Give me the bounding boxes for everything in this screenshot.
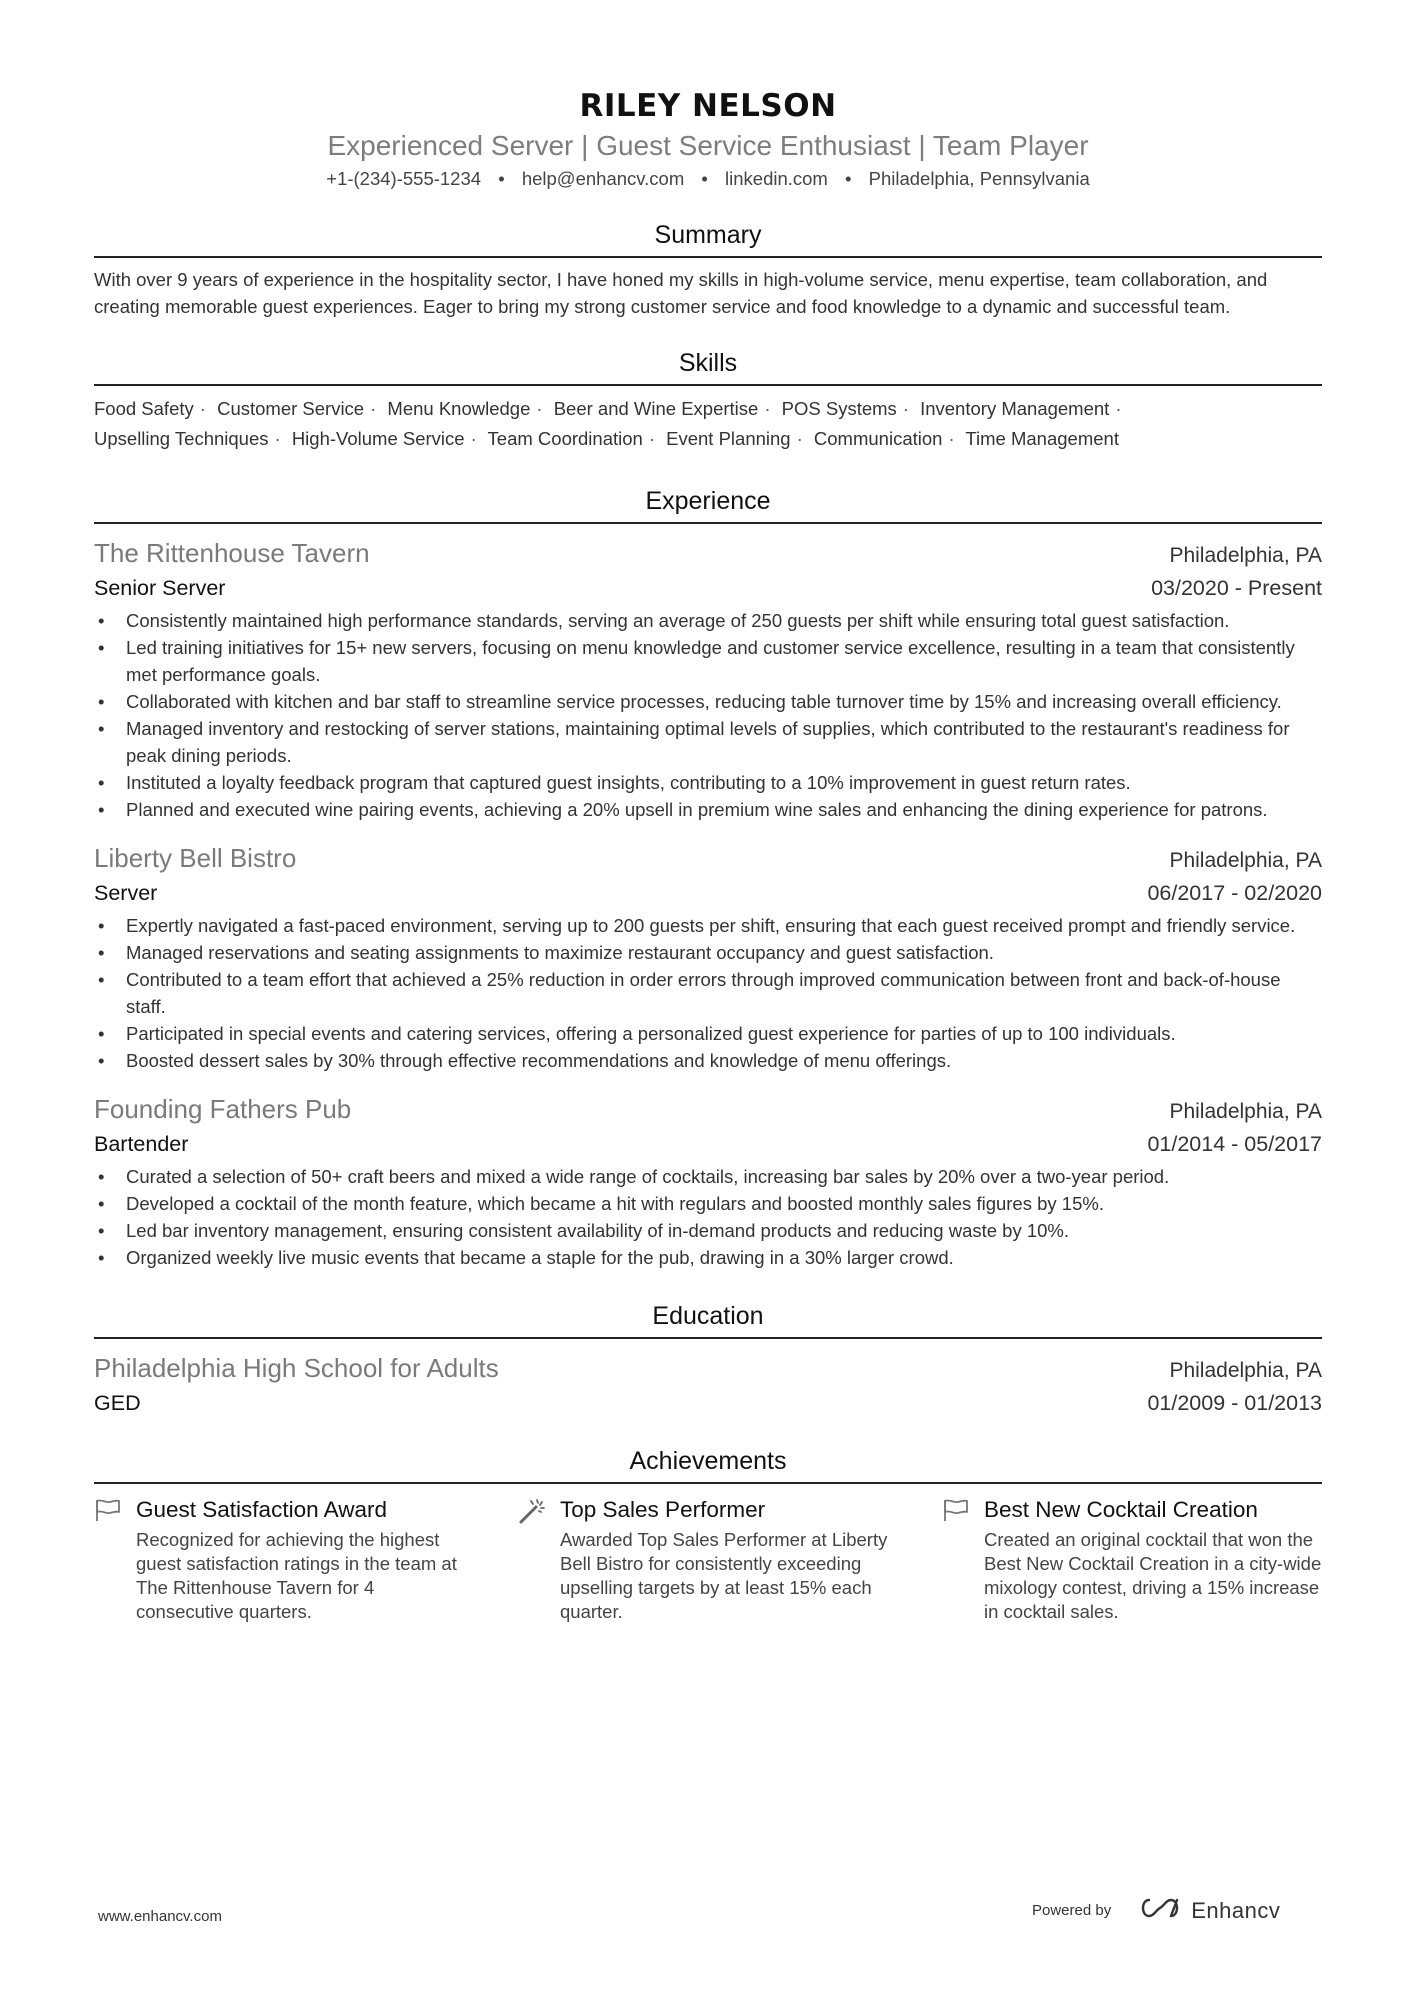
bullet-text: Curated a selection of 50+ craft beers and mixed a wide range of cocktails, increasing bar sales by 20% over a two-year period. bbox=[126, 1166, 1170, 1187]
job-dates: 06/2017 - 02/2020 bbox=[1147, 881, 1322, 905]
list-item bbox=[94, 1217, 1322, 1244]
skill-separator: · bbox=[796, 428, 803, 449]
linkedin-link[interactable]: linkedin.com bbox=[725, 168, 828, 189]
bullet-text: Led bar inventory management, ensuring consistent availability of in-demand products and reducing waste by 10%. bbox=[126, 1220, 1070, 1241]
contact-separator: • bbox=[701, 168, 708, 189]
achievements-section bbox=[94, 1444, 1322, 1624]
skill-separator: · bbox=[902, 398, 909, 419]
job-title: Senior Server bbox=[94, 576, 226, 600]
footer-website[interactable]: www.enhancv.com bbox=[98, 1908, 222, 1925]
bullet-icon: • bbox=[98, 1023, 105, 1044]
achievement-description: Created an original cocktail that won the Best New Cocktail Creation in a city-wide mixology contest, driving a 15% increase in cocktail sales. bbox=[984, 1529, 1322, 1622]
bullet-icon: • bbox=[98, 969, 105, 990]
skill-item bbox=[217, 398, 382, 419]
contact-separator: • bbox=[498, 168, 505, 189]
skill-label: Customer Service bbox=[217, 398, 365, 419]
achievement-description: Recognized for achieving the highest guest satisfaction ratings in the team at The Rittenhouse Tavern for 4 consecutive quarters. bbox=[136, 1529, 457, 1622]
company-name: The Rittenhouse Tavern bbox=[94, 538, 370, 568]
section-title-summary: Summary bbox=[94, 218, 1322, 258]
location: Philadelphia, Pennsylvania bbox=[868, 168, 1090, 189]
job-entry bbox=[94, 841, 1322, 1074]
bullet-text: Led training initiatives for 15+ new servers, focusing on menu knowledge and customer service excellence, resulting in a team that consistently met performance goals. bbox=[126, 637, 1295, 685]
section-title-education: Education bbox=[94, 1299, 1322, 1339]
skill-separator: · bbox=[199, 398, 206, 419]
skill-label: High-Volume Service bbox=[291, 428, 465, 449]
achievement-description: Awarded Top Sales Performer at Liberty Bell Bistro for consistently exceeding upselling targets by at least 15% each quarter. bbox=[560, 1529, 888, 1622]
achievement-item bbox=[94, 1494, 474, 1624]
skill-item bbox=[965, 428, 1119, 449]
education-dates: 01/2009 - 01/2013 bbox=[1147, 1391, 1322, 1415]
section-title-achievements: Achievements bbox=[94, 1444, 1322, 1484]
email-link[interactable]: help@enhancv.com bbox=[521, 168, 685, 189]
bullet-text: Collaborated with kitchen and bar staff to streamline service processes, reducing table turnover time by 15% and increasing overall efficiency. bbox=[126, 691, 1282, 712]
bullet-icon: • bbox=[98, 772, 105, 793]
degree: GED bbox=[94, 1391, 141, 1415]
job-entry bbox=[94, 1092, 1322, 1271]
summary-text: With over 9 years of experience in the hospitality sector, I have honed my skills in high-volume service, menu expertise, team collaboration, and creating memorable guest experiences. Eager to bring my strong customer service and food knowledge to a dynamic and successful team. bbox=[94, 269, 1268, 317]
list-item bbox=[94, 1163, 1322, 1190]
bullet-text: Managed reservations and seating assignments to maximize restaurant occupancy and guest satisfaction. bbox=[126, 942, 994, 963]
bullet-icon: • bbox=[98, 915, 105, 936]
skill-label: Food Safety bbox=[94, 398, 194, 419]
list-item bbox=[94, 607, 1322, 634]
bullet-icon: • bbox=[98, 637, 105, 658]
skill-item bbox=[554, 398, 777, 419]
bullet-icon: • bbox=[98, 942, 105, 963]
list-item bbox=[94, 688, 1322, 715]
job-entry bbox=[94, 536, 1322, 823]
list-item bbox=[94, 1047, 1322, 1074]
resume-page bbox=[94, 0, 1322, 1624]
achievement-item bbox=[518, 1494, 898, 1624]
flag-icon bbox=[942, 1494, 984, 1624]
summary-section bbox=[94, 218, 1322, 320]
contact-line bbox=[94, 166, 1322, 192]
section-title-skills: Skills bbox=[94, 346, 1322, 386]
skill-separator: · bbox=[370, 398, 377, 419]
company-name: Liberty Bell Bistro bbox=[94, 843, 297, 873]
skill-item bbox=[292, 428, 483, 449]
enhancv-logo-icon bbox=[1137, 1896, 1183, 1925]
bullet-text: Consistently maintained high performance standards, serving an average of 250 guests per shift while ensuring total guest satisfaction. bbox=[126, 610, 1230, 631]
bullet-icon: • bbox=[98, 691, 105, 712]
bullet-text: Expertly navigated a fast-paced environment, serving up to 200 guests per shift, ensuring that each guest received prompt and friendly service. bbox=[126, 915, 1296, 936]
skill-item bbox=[94, 398, 212, 419]
skills-section bbox=[94, 346, 1322, 454]
bullet-icon: • bbox=[98, 718, 105, 739]
education-entry bbox=[94, 1351, 1322, 1418]
list-item bbox=[94, 634, 1322, 688]
bullet-text: Participated in special events and catering services, offering a personalized guest experience for parties of up to 100 individuals. bbox=[126, 1023, 1176, 1044]
contact-separator: • bbox=[844, 168, 852, 189]
achievement-title: Best New Cocktail Creation bbox=[984, 1497, 1258, 1522]
job-bullets bbox=[94, 912, 1322, 1074]
job-title: Bartender bbox=[94, 1132, 189, 1156]
list-item bbox=[94, 1190, 1322, 1217]
bullet-text: Contributed to a team effort that achieved a 25% reduction in order errors through improved communication between front and back-of-house staff. bbox=[126, 969, 1281, 1017]
skill-label: Inventory Management bbox=[920, 398, 1110, 419]
achievement-title: Guest Satisfaction Award bbox=[136, 1497, 387, 1522]
school-name: Philadelphia High School for Adults bbox=[94, 1353, 499, 1383]
skill-label: Upselling Techniques bbox=[94, 428, 269, 449]
skill-item bbox=[920, 398, 1127, 419]
skill-separator: · bbox=[536, 398, 543, 419]
skill-label: Communication bbox=[813, 428, 943, 449]
list-item bbox=[94, 715, 1322, 769]
skill-label: Beer and Wine Expertise bbox=[553, 398, 759, 419]
company-name: Founding Fathers Pub bbox=[94, 1094, 352, 1124]
brand-name: Enhancv bbox=[1191, 1897, 1281, 1923]
list-item bbox=[94, 769, 1322, 796]
education-section bbox=[94, 1299, 1322, 1418]
achievements-grid bbox=[94, 1494, 1322, 1624]
skills-list bbox=[94, 394, 1322, 454]
list-item bbox=[94, 939, 1322, 966]
skill-separator: · bbox=[1115, 398, 1122, 419]
achievement-item bbox=[942, 1494, 1322, 1624]
skill-label: Event Planning bbox=[666, 428, 791, 449]
section-title-experience: Experience bbox=[94, 484, 1322, 524]
bullet-text: Organized weekly live music events that became a staple for the pub, drawing in a 30% larger crowd. bbox=[126, 1247, 954, 1268]
bullet-text: Developed a cocktail of the month feature, which became a hit with regulars and boosted monthly sales figures by 15%. bbox=[126, 1193, 1104, 1214]
list-item bbox=[94, 796, 1322, 823]
skill-item bbox=[387, 398, 548, 419]
skill-item bbox=[666, 428, 809, 449]
flag-icon bbox=[94, 1494, 136, 1624]
skill-item bbox=[782, 398, 915, 419]
job-location: Philadelphia, PA bbox=[1169, 849, 1322, 872]
skill-separator: · bbox=[764, 398, 771, 419]
skill-item bbox=[94, 428, 287, 449]
bullet-text: Managed inventory and restocking of server stations, maintaining optimal levels of supplies, which contributed to the restaurant's readiness for peak dining periods. bbox=[126, 718, 1290, 766]
bullet-text: Planned and executed wine pairing events, achieving a 20% upsell in premium wine sales and enhancing the dining experience for patrons. bbox=[126, 799, 1268, 820]
list-item bbox=[94, 912, 1322, 939]
skill-label: Team Coordination bbox=[487, 428, 643, 449]
job-dates: 03/2020 - Present bbox=[1151, 576, 1322, 600]
job-dates: 01/2014 - 05/2017 bbox=[1147, 1132, 1322, 1156]
bullet-text: Boosted dessert sales by 30% through effective recommendations and knowledge of menu offerings. bbox=[126, 1050, 952, 1071]
skill-separator: · bbox=[948, 428, 955, 449]
job-location: Philadelphia, PA bbox=[1169, 544, 1322, 567]
magic-wand-icon bbox=[518, 1494, 560, 1624]
list-item bbox=[94, 1020, 1322, 1047]
bullet-text: Instituted a loyalty feedback program that captured guest insights, contributing to a 10% improvement in guest return rates. bbox=[126, 772, 1131, 793]
bullet-icon: • bbox=[98, 799, 105, 820]
skill-separator: · bbox=[648, 428, 655, 449]
skill-item bbox=[488, 428, 661, 449]
school-location: Philadelphia, PA bbox=[1169, 1359, 1322, 1382]
candidate-name: RILEY NELSON bbox=[579, 88, 837, 124]
experience-section bbox=[94, 484, 1322, 1271]
powered-by-label: Powered by bbox=[1032, 1902, 1112, 1919]
job-title: Server bbox=[94, 881, 158, 905]
bullet-icon: • bbox=[98, 1193, 105, 1214]
skill-separator: · bbox=[470, 428, 477, 449]
footer-branding bbox=[1032, 1896, 1280, 1925]
bullet-icon: • bbox=[98, 1247, 105, 1268]
bullet-icon: • bbox=[98, 610, 105, 631]
bullet-icon: • bbox=[98, 1220, 105, 1241]
skill-label: Menu Knowledge bbox=[387, 398, 531, 419]
job-bullets bbox=[94, 607, 1322, 823]
bullet-icon: • bbox=[98, 1050, 105, 1071]
achievement-title: Top Sales Performer bbox=[560, 1497, 766, 1522]
list-item bbox=[94, 1244, 1322, 1271]
jobs-list bbox=[94, 536, 1322, 1271]
bullet-icon: • bbox=[98, 1166, 105, 1187]
skill-label: Time Management bbox=[965, 428, 1119, 449]
job-location: Philadelphia, PA bbox=[1169, 1100, 1322, 1123]
phone: +1-(234)-555-1234 bbox=[326, 168, 482, 189]
job-bullets bbox=[94, 1163, 1322, 1271]
candidate-tagline: Experienced Server | Guest Service Enthusiast | Team Player bbox=[327, 130, 1089, 161]
skill-item bbox=[814, 428, 961, 449]
skill-label: POS Systems bbox=[781, 398, 897, 419]
list-item bbox=[94, 966, 1322, 1020]
skill-separator: · bbox=[274, 428, 281, 449]
